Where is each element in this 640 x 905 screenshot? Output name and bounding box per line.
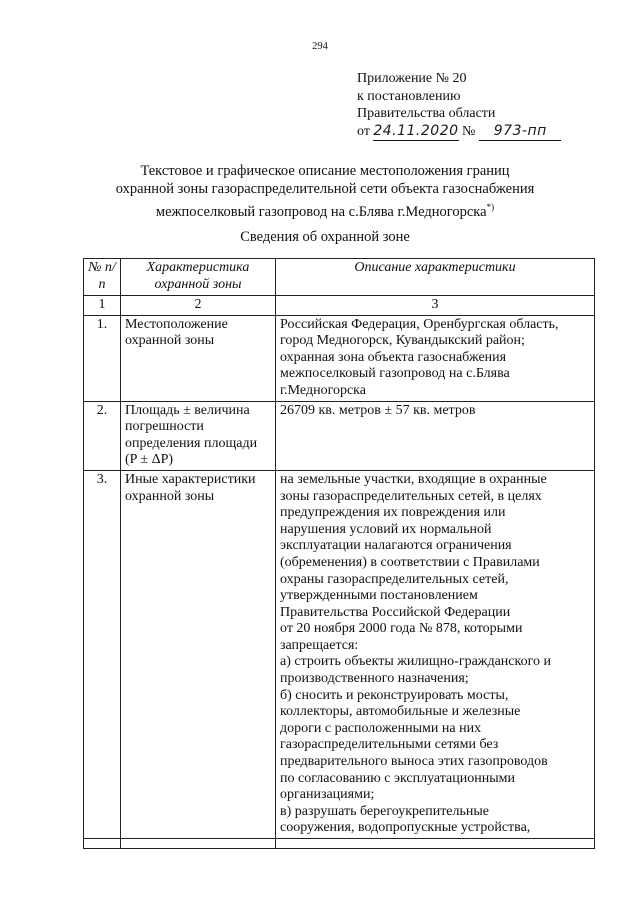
row-description bbox=[276, 470, 595, 838]
description-line: предварительного выноса этих газопроводов bbox=[280, 754, 548, 770]
description-line: охранная зона объекта газоснабжения bbox=[280, 349, 507, 365]
title-line-3 bbox=[60, 198, 590, 221]
description-line: в) разрушать берегоукрепительные bbox=[280, 803, 490, 819]
description-line: сооружения, водопропускные устройства, bbox=[280, 820, 531, 836]
title-line-2: охранной зоны газораспределительной сети объекта газоснабжения bbox=[115, 181, 535, 197]
description-line: запрещается: bbox=[280, 637, 359, 653]
header-cell-description: Описание характеристики bbox=[276, 259, 595, 296]
description-line: от 20 ноября 2000 года № 878, которыми bbox=[280, 621, 523, 637]
description-line: по согласованию с эксплуатационными bbox=[280, 770, 515, 786]
index-cell-3: 3 bbox=[276, 296, 595, 316]
description-line: 26709 кв. метров ± 57 кв. метров bbox=[280, 402, 476, 418]
appendix-date-line bbox=[357, 123, 561, 142]
table-continuation bbox=[84, 839, 595, 849]
description-line: организациями; bbox=[280, 787, 375, 803]
page-number: 294 bbox=[312, 41, 328, 52]
appendix-block bbox=[357, 70, 561, 141]
row-characteristic: Местоположение охранной зоны bbox=[121, 315, 276, 401]
footnote-mark: *) bbox=[486, 202, 495, 212]
description-line: охраны газораспределительных сетей, bbox=[280, 571, 509, 587]
handwritten-date: 24.11.2020 bbox=[373, 123, 459, 142]
title-line-3-text: межпоселковый газопровод на с.Блява г.Медногорска bbox=[155, 203, 487, 220]
header-cell-characteristic: Характеристика охранной зоны bbox=[121, 259, 276, 296]
row-characteristic: Иные характеристики охранной зоны bbox=[121, 470, 276, 838]
row-number: 2. bbox=[84, 401, 121, 470]
appendix-line-2: к постановлению bbox=[357, 88, 461, 104]
description-line: дороги с расположенными на них bbox=[280, 720, 482, 736]
table-row bbox=[84, 401, 595, 470]
row-characteristic: Площадь ± величина погрешности определения площади (P ± ΔP) bbox=[121, 401, 276, 470]
description-line: межпоселковый газопровод на с.Блява bbox=[280, 366, 510, 382]
document-title bbox=[60, 162, 590, 221]
description-line: г.Медногорска bbox=[280, 382, 366, 398]
table-header-row bbox=[84, 259, 595, 296]
description-line: предупреждения их повреждения или bbox=[280, 505, 506, 521]
section-subtitle: Сведения об охранной зоне bbox=[240, 229, 410, 245]
description-line: утвержденными постановлением bbox=[280, 588, 478, 604]
handwritten-number: 973-пп bbox=[479, 123, 561, 142]
row-number: 1. bbox=[84, 315, 121, 401]
description-line: б) сносить и реконструировать мосты, bbox=[280, 687, 509, 703]
description-line: нарушения условий их нормальной bbox=[280, 521, 492, 537]
date-prefix: от bbox=[357, 123, 370, 139]
table-row bbox=[84, 315, 595, 401]
row-number: 3. bbox=[84, 470, 121, 838]
table-index-row bbox=[84, 296, 595, 316]
description-line: коллекторы, автомобильные и железные bbox=[280, 704, 521, 720]
zone-info-table bbox=[83, 258, 595, 849]
index-cell-2: 2 bbox=[121, 296, 276, 316]
index-cell-1: 1 bbox=[84, 296, 121, 316]
row-description bbox=[276, 315, 595, 401]
description-line: (обременения) в соответствии с Правилами bbox=[280, 554, 540, 570]
number-prefix: № bbox=[461, 123, 476, 139]
description-line: а) строить объекты жилищно-гражданского и bbox=[280, 654, 551, 670]
description-line: эксплуатации налагаются ограничения bbox=[280, 538, 512, 554]
appendix-line-3: Правительства области bbox=[357, 106, 496, 121]
description-line: производственного назначения; bbox=[280, 671, 469, 687]
description-line: зоны газораспределительных сетей, в целях bbox=[280, 488, 542, 504]
description-line: Российская Федерация, Оренбургская область, bbox=[280, 316, 559, 332]
description-line: город Медногорск, Кувандыкский район; bbox=[280, 333, 525, 349]
table-row bbox=[84, 470, 595, 838]
title-line-1: Текстовое и графическое описание местоположения границ bbox=[140, 163, 510, 179]
description-line: Правительства Российской Федерации bbox=[280, 604, 511, 620]
appendix-line-1: Приложение № 20 bbox=[357, 71, 467, 86]
description-line: газораспределительными сетями без bbox=[280, 737, 499, 753]
description-line: на земельные участки, входящие в охранные bbox=[280, 471, 547, 487]
header-cell-number: № п/п bbox=[84, 259, 121, 296]
row-description bbox=[276, 401, 595, 470]
